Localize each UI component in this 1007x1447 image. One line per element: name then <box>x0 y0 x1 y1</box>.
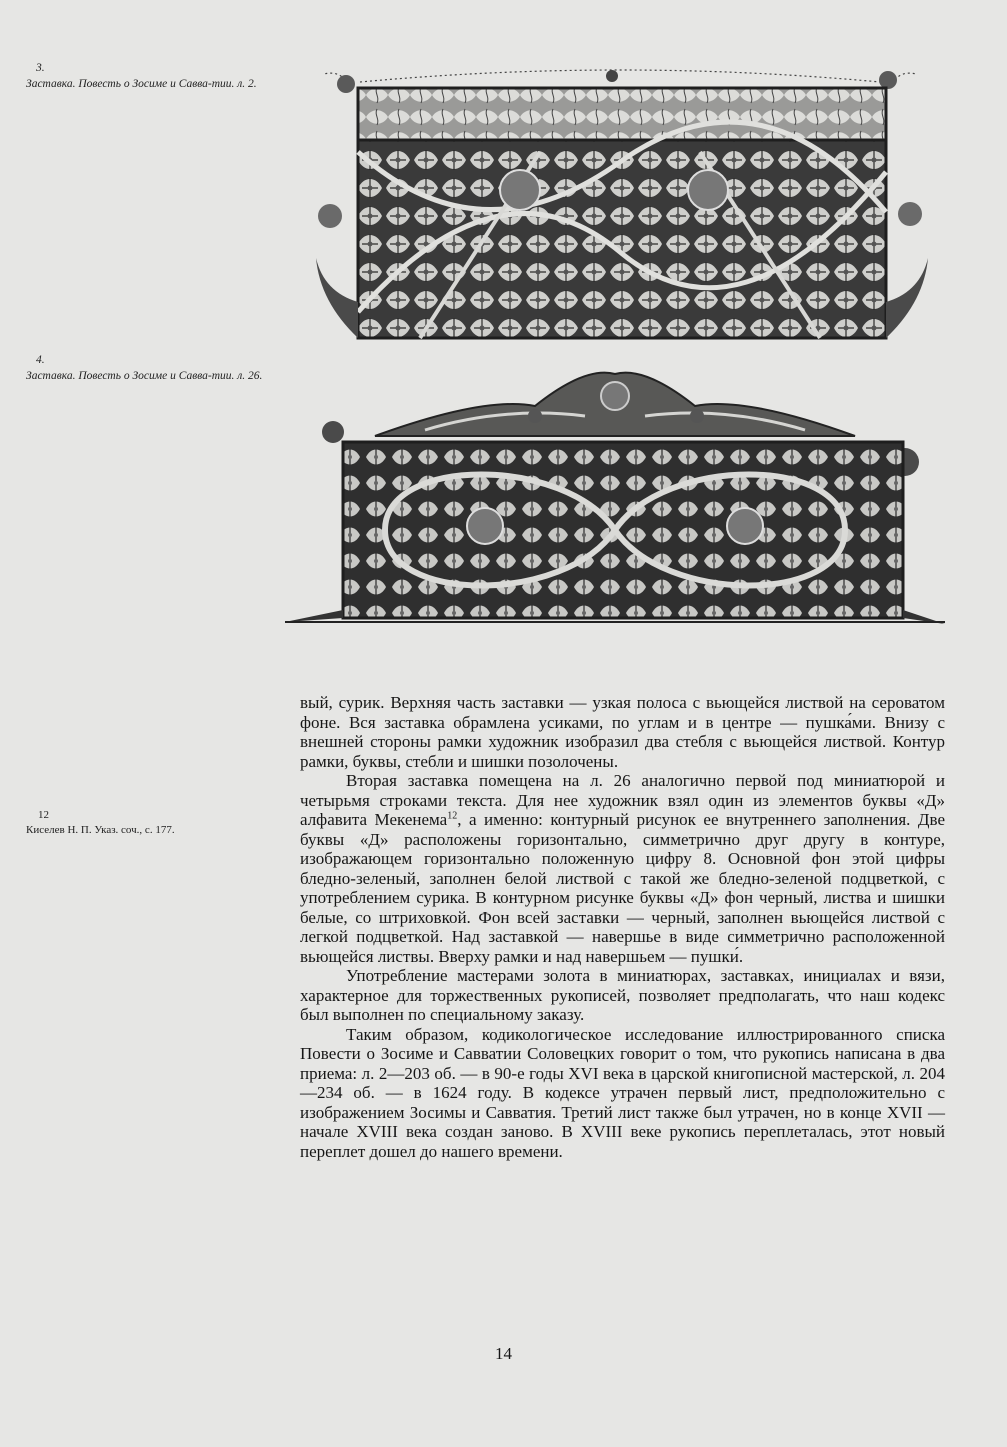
page-number: 14 <box>495 1344 512 1363</box>
footnote <box>26 808 286 838</box>
figure-4-caption <box>26 352 286 384</box>
figure-3-number: 3. <box>36 62 45 74</box>
paragraph-3: Употребление мастерами золота в миниатюрах, заставках, инициалах и вязи, характерное для торжественных рукописей, позволяет предполагать, что наш кодекс был выполнен по специальному заказу. <box>300 966 945 1024</box>
paragraph-4: Таким образом, кодикологическое исследование иллюстрированного списка Повести о Зосиме и Савватии Соловецких говорит о том, что рукопись написана в два приема: л. 2—203 об. — в 90-е годы XVI века в царской книгописной мастерской, л. 204—234 об. — в 1624 году. В кодексе утрачен первый лист, предположительно с изображением Зосимы и Савватия. Третий лист также был утрачен, но в конце XVII — начале XVIII века создан заново. В XVIII веке рукопись переплеталась, этот новый переплет дошел до нашего времени. <box>300 1024 945 1161</box>
footnote-text: Киселев Н. П. Указ. соч., с. 177. <box>26 824 175 836</box>
footnote-number: 12 <box>38 809 49 821</box>
headpiece-ornament-1 <box>300 62 940 362</box>
headpiece-ornament-2 <box>285 366 945 628</box>
figure-3-caption-text: Заставка. Повесть о Зосиме и Савва-тии. л. 2. <box>26 78 257 90</box>
body-text <box>300 693 945 1161</box>
paragraph-2-part-1: Вторая заставка помещена на л. 26 аналогично первой под миниатюрой и четырьмя строками текста. Для нее художник взял один из элементов буквы «Д» алфавита Мекенема <box>300 771 945 829</box>
figure-4-caption-text: Заставка. Повесть о Зосиме и Савва-тии. л. 26. <box>26 370 263 382</box>
paragraph-2 <box>300 771 945 966</box>
paragraph-2-part-2: , а именно: контурный рисунок ее внутреннего заполнения. Две буквы «Д» расположены горизонтально, симметрично друг другу в контуре, изображающем горизонтально положенную цифру 8. Основной фон этой цифры бледно-зеленый, заполнен белой листвой с такой же бледно-зеленой подцветкой, с употреблением сурика. В контурном рисунке буквы «Д» фон черный, листва и шишки белые, со штриховкой. Фон всей заставки — черный, заполнен вьющейся листвой с легкой подцветкой. Над заставкой — навершье в виде симметрично расположенной вьющейся листвы. Вверху рамки и над навершьем — пушки́. <box>300 810 945 966</box>
footnote-reference: 12 <box>447 810 458 822</box>
figure-4-number: 4. <box>36 354 45 366</box>
paragraph-1: вый, сурик. Верхняя часть заставки — узкая полоса с вьющейся листвой на сероватом фоне. Вся заставка обрамлена усиками, по углам и в центре — пушка́ми. Внизу с внешней стороны рамки художник изобразил два стебля с вьющейся листвой. Контур рамки, буквы, стебли и шишки позолочены. <box>300 693 945 771</box>
figure-3-caption <box>26 60 286 92</box>
